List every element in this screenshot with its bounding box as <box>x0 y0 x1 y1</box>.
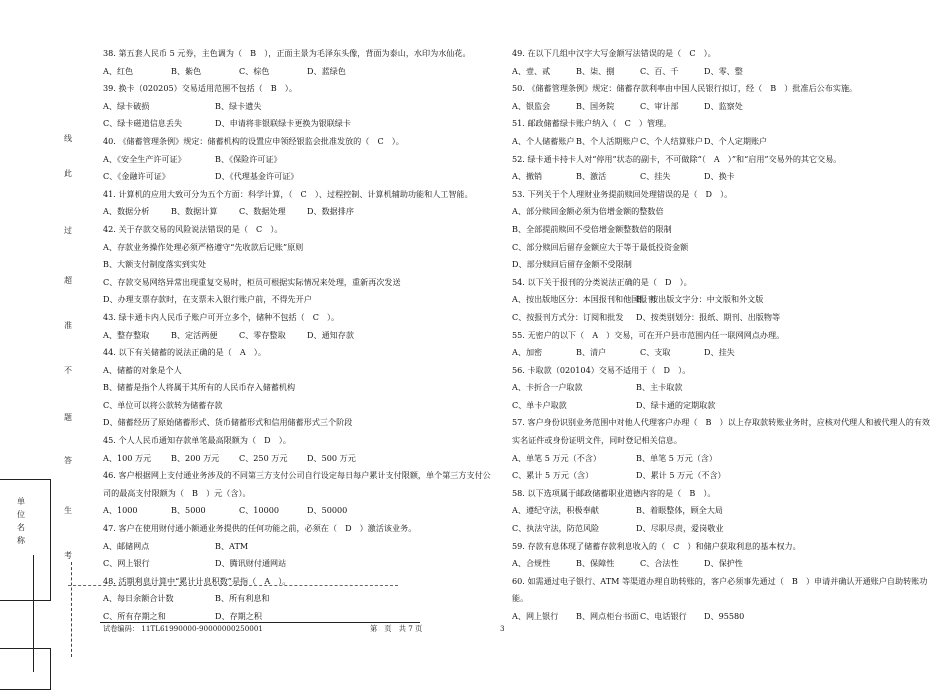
question-line: C、存款交易网络异常出现重复交易时，柜员可根据实际情况来处理，重新再次发送 <box>103 276 401 287</box>
answer-options <box>512 98 937 116</box>
footer-rule <box>100 622 420 623</box>
question-line: 60. 如需通过电子银行、ATM 等渠道办理自助转账的，客户必须事先通过（ B ）申请并确认开通账户自助转账功能。 <box>512 575 928 604</box>
footer-page-number: 3 <box>500 624 505 633</box>
answer-option: C、合法性 <box>640 558 679 569</box>
answer-option: A、网上银行 <box>512 611 559 621</box>
question-line: 51. 邮政储蓄绿卡账户纳入（ C ）管理。 <box>512 118 672 129</box>
answer-option: D、保护性 <box>704 558 743 569</box>
question-line: A、部分赎回金额必须为倍增金额的整数倍 <box>512 206 664 217</box>
question-line: 41. 计算机的应用大致可分为五个方面：科学计算，（ C ）、过程控制、计算机辅助功能和人工智能。 <box>103 188 473 199</box>
answer-options <box>512 397 937 415</box>
answer-option: A、邮储网点 <box>103 540 150 551</box>
question-line: D、部分赎回后留存金额不受限制 <box>512 259 632 270</box>
answer-option: A、合规性 <box>512 558 551 569</box>
answer-options <box>103 63 498 81</box>
answer-option: D、存期之积 <box>215 611 262 621</box>
answer-option: A、红色 <box>103 65 134 76</box>
answer-option: D、零、整 <box>704 65 743 76</box>
question-line: 58. 以下选项属于邮政储蓄职业道德内容的是（ B ）。 <box>512 487 716 498</box>
answer-option: A、个人储蓄账户 <box>512 135 575 146</box>
answer-option: B、清户 <box>576 347 607 358</box>
answer-option: A、加密 <box>512 347 543 358</box>
answer-option: C、审计部 <box>640 100 679 111</box>
footer-code-label: 试卷编码： <box>103 624 139 633</box>
answer-option: B、所有利息和 <box>215 593 270 604</box>
answer-options <box>103 538 498 556</box>
margin-char: 准 <box>64 321 72 330</box>
answer-option: C、个人结算账户 <box>640 135 703 146</box>
answer-options <box>103 450 498 468</box>
answer-option: C、百、千 <box>640 65 679 76</box>
answer-option: D、500 万元 <box>307 452 356 463</box>
answer-options <box>512 63 937 81</box>
answer-option: A、每日余额合计数 <box>103 593 174 604</box>
answer-options <box>512 168 937 186</box>
answer-options <box>512 379 937 397</box>
margin-char: 不 <box>64 366 72 375</box>
answer-options <box>512 133 937 151</box>
answer-option: D、95580 <box>704 611 745 621</box>
question-line: C、单位可以将公款转为储蓄存款 <box>103 399 223 410</box>
left-question-column <box>103 45 498 626</box>
answer-option: A、100 万元 <box>103 452 152 463</box>
question-line: 40. 《储蓄管理条例》规定：储蓄机构的设置应申领经银监会批准发放的（ C ）。 <box>103 135 404 146</box>
answer-option: B、保障性 <box>576 558 615 569</box>
question-line: 47. 客户在使用财付通小额通业务提供的任何功能之前，必须在（ D ）激活该业务。 <box>103 523 417 534</box>
answer-option: D、挂失 <box>704 347 735 358</box>
answer-option: B、主卡取款 <box>636 382 683 393</box>
answer-option: B、网点柜台书面 <box>576 611 639 621</box>
answer-option: A、遵纪守法，积极奉献 <box>512 505 599 516</box>
answer-option: C、执法守法，防范风险 <box>512 523 600 534</box>
answer-option: A、整存整取 <box>103 329 150 340</box>
footer-code-value: 11TL61990000-90000000250001 <box>141 624 263 633</box>
answer-option: D、50000 <box>307 505 348 516</box>
question-line: 49. 在以下几组中汉字大写金额写法错误的是（ C ）。 <box>512 48 716 58</box>
margin-char: 生 <box>64 506 72 515</box>
question-line: 55. 无密户的以下（ A ）交易，可在开户县市范围内任一联网网点办理。 <box>512 329 785 340</box>
question-line: A、储蓄的对象是个人 <box>103 364 182 375</box>
question-line: 52. 绿卡通卡持卡人对“停用”状态的副卡，不可做除“（ A ）”和“启用”交易外的其它交易。 <box>512 153 842 164</box>
question-line: 57. 客户身份识别业务范围中对他人代理客户办理（ B ）以上存取款转账业务时，应核对代理人和被代理人的有效实名证件或身份证明文件，同时登记相关信息。 <box>512 417 930 446</box>
answer-options <box>512 520 937 538</box>
answer-option: B、激活 <box>576 171 607 182</box>
answer-option: C、《金融许可证》 <box>103 171 170 182</box>
question-line: 59. 存款有息体现了储蓄存款利息收入的（ C ）和储户获取利息的基本权力。 <box>512 540 801 551</box>
margin-char: 题 <box>64 413 72 422</box>
answer-option: C、250 万元 <box>239 452 288 463</box>
margin-char: 考 <box>64 551 72 560</box>
question-line: 45. 个人人民币通知存款单笔最高限额为（ D ）。 <box>103 435 291 446</box>
answer-option: A、数据分析 <box>103 206 150 217</box>
question-line: D、储蓄经历了原始储蓄形式、货币储蓄形式和信用储蓄形式三个阶段 <box>103 417 353 428</box>
answer-option: B、《保险许可证》 <box>215 153 282 164</box>
answer-option: C、单卡户取款 <box>512 399 567 410</box>
answer-options <box>103 502 498 520</box>
answer-options <box>512 502 937 520</box>
answer-options <box>103 555 498 573</box>
answer-option: B、着眼整体，顾全大局 <box>636 505 723 516</box>
answer-option: B、绿卡遗失 <box>215 100 262 111</box>
answer-option: C、绿卡磁道信息丢失 <box>103 118 183 129</box>
question-line: B、大额支付制度落实到实处 <box>103 259 207 270</box>
answer-options <box>103 590 498 608</box>
unit-name-label: 单 位 名 称 <box>17 497 25 545</box>
answer-options <box>512 291 937 309</box>
answer-options <box>103 98 498 116</box>
answer-option: A、《安全生产许可证》 <box>103 153 186 164</box>
answer-options <box>512 309 937 327</box>
answer-option: D、《代理基金许可证》 <box>215 171 299 182</box>
answer-option: B、单笔 5 万元（含） <box>636 452 717 463</box>
answer-options <box>512 467 937 485</box>
answer-option: A、壹、贰 <box>512 65 551 76</box>
answer-option: B、国务院 <box>576 100 615 111</box>
answer-option: C、挂失 <box>640 171 671 182</box>
answer-option: D、按类别划分：报纸、期刊、出版物等 <box>636 311 781 322</box>
question-line: 39. 换卡（020205）交易适用范围不包括（ B ）。 <box>103 83 297 94</box>
answer-option: A、绿卡破损 <box>103 100 150 111</box>
answer-options <box>512 608 937 626</box>
answer-option: B、紫色 <box>171 65 202 76</box>
answer-option: A、银监会 <box>512 100 551 111</box>
answer-option: C、支取 <box>640 347 671 358</box>
answer-option: B、个人活期账户 <box>576 135 639 146</box>
question-line: 56. 卡取款（020104）交易不适用于（ D ）。 <box>512 364 691 375</box>
answer-option: D、通知存款 <box>307 329 354 340</box>
question-line: B、储蓄是指个人将属于其所有的人民币存入储蓄机构 <box>103 382 296 393</box>
question-line: 44. 以下有关储蓄的说法正确的是（ A ）。 <box>103 347 266 358</box>
answer-options <box>103 327 498 345</box>
answer-option: A、1000 <box>103 505 138 516</box>
question-line: 48. 活期利息计算中“累计计息积数”是指（ A ）。 <box>103 575 291 586</box>
question-line: D、办理支票存款时，在支票未入银行账户前，不得先开户 <box>103 294 312 305</box>
answer-options <box>103 168 498 186</box>
margin-char: 线 <box>64 134 72 143</box>
question-line: 46. 客户根据网上支付通业务涉及的不同第三方支付公司自行设定每日每户累计支付限额，单个第三方支付公司的最高支付限额为（ B ）元（含）。 <box>103 470 491 498</box>
footer-page-info: 第 页 共 7 页 <box>370 624 423 633</box>
question-line: 42. 关于存款交易的风险说法错误的是（ C ）。 <box>103 223 283 234</box>
margin-char: 过 <box>64 226 72 235</box>
answer-option: C、10000 <box>239 505 280 516</box>
answer-option: B、定活两便 <box>171 329 218 340</box>
answer-option: D、腾讯财付通网站 <box>215 558 287 569</box>
answer-options <box>512 450 937 468</box>
answer-option: A、撤销 <box>512 171 543 182</box>
answer-options <box>103 203 498 221</box>
right-question-column <box>512 45 937 626</box>
answer-option: A、卡折合一户取款 <box>512 382 583 393</box>
margin-char: 答 <box>64 456 72 465</box>
answer-option: A、按出版地区分：本国报刊和他国报刊 <box>512 294 656 305</box>
margin-dashed-line <box>71 562 72 657</box>
answer-option: D、换卡 <box>704 171 735 182</box>
answer-option: B、ATM <box>215 540 249 551</box>
margin-char: 超 <box>64 276 72 285</box>
answer-option: D、数据排序 <box>307 206 354 217</box>
answer-option: B、数据计算 <box>171 206 218 217</box>
answer-option: D、绿卡通的定期取款 <box>636 399 716 410</box>
answer-option: D、蓝绿色 <box>307 65 346 76</box>
question-line: 38. 第五套人民币 5 元券，主色调为（ B ），正面主景为毛泽东头像，背面为泰山，水印为水仙花。 <box>103 48 471 58</box>
answer-options <box>512 344 937 362</box>
margin-bottom-box <box>0 648 51 690</box>
answer-option: D、累计 5 万元（不含） <box>636 470 726 481</box>
answer-option: D、个人定期账户 <box>704 135 768 146</box>
answer-option: C、数据处理 <box>239 206 286 217</box>
question-line: 53. 下列关于个人理财业务提前赎回处理错误的是（ D ）。 <box>512 188 733 199</box>
answer-options <box>103 115 498 133</box>
answer-option: B、5000 <box>171 505 206 516</box>
answer-option: C、所有存期之和 <box>103 611 166 621</box>
question-line: A、存款业务操作处理必须严格遵守“先收款后记账”原则 <box>103 241 304 252</box>
margin-char: 此 <box>64 169 72 178</box>
answer-option: C、累计 5 万元（含） <box>512 470 594 481</box>
answer-option: B、按出版文字分：中文版和外文版 <box>636 294 764 305</box>
answer-option: C、电话银行 <box>640 611 687 621</box>
question-line: C、部分赎回后留存金额应大于等于最低投资金额 <box>512 241 689 252</box>
answer-option: D、监察处 <box>704 100 743 111</box>
footer-code <box>103 624 263 634</box>
answer-option: A、单笔 5 万元（不含） <box>512 452 601 463</box>
question-line: B、全部提前赎回不受倍增金额整数倍的限制 <box>512 223 672 234</box>
answer-option: C、棕色 <box>239 65 270 76</box>
question-line: 43. 绿卡通卡内人民币子账户可开立多个，储种不包括（ C ）。 <box>103 311 340 322</box>
question-line: 54. 以下关于报刊的分类说法正确的是（ D ）。 <box>512 276 692 287</box>
answer-option: C、零存整取 <box>239 329 286 340</box>
answer-option: D、尽职尽责，爱岗敬业 <box>636 523 724 534</box>
answer-options <box>512 555 937 573</box>
answer-option: C、按报刊方式分：订阅和批发 <box>512 311 624 322</box>
answer-option: C、网上银行 <box>103 558 150 569</box>
answer-option: B、200 万元 <box>171 452 220 463</box>
answer-options <box>103 151 498 169</box>
question-line: 50. 《储蓄管理条例》规定：储蓄存款利率由中国人民银行拟订，经（ B ）批准后公布实施。 <box>512 83 858 94</box>
answer-option: D、申请将非银联绿卡更换为银联绿卡 <box>215 118 351 129</box>
answer-option: B、柒、捌 <box>576 65 615 76</box>
